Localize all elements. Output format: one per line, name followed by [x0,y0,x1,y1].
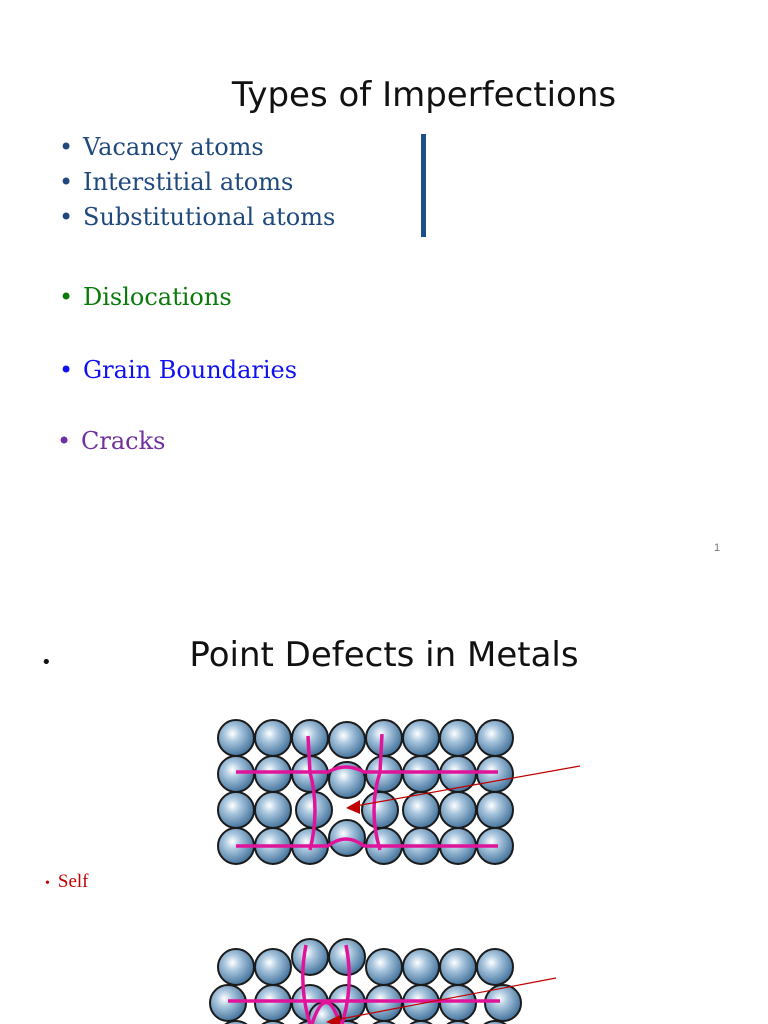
atom [255,792,291,828]
list-item: • Grain Boundaries [57,353,297,388]
bracket-bar [421,134,426,237]
atom [366,756,402,792]
atom [477,720,513,756]
slide-title: Types of Imperfections [231,74,617,115]
atom [440,792,476,828]
atom [440,756,476,792]
atom-grid [210,939,521,1024]
atom-grid [218,720,513,864]
list-item: • Interstitial atoms [57,165,335,200]
atom [255,756,291,792]
atom [440,985,476,1021]
atom [403,720,439,756]
atom [403,756,439,792]
slide-title: Point Defects in Metals [189,634,579,675]
atom [218,792,254,828]
atom [477,792,513,828]
line-defect-list [57,280,232,315]
atom [440,720,476,756]
area-defect-list [57,353,297,388]
atom [218,756,254,792]
self-label: • Self [45,871,89,893]
atom [255,720,291,756]
empty-bullet: • [41,652,52,673]
list-item: • Vacancy atoms [57,130,335,165]
list-item: • Cracks [55,424,165,459]
atom [403,985,439,1021]
list-item: • Dislocations [57,280,232,315]
atom [477,949,513,985]
atom [366,720,402,756]
arrow-head [346,800,360,814]
atom [440,949,476,985]
interstitial-lattice-diagram [200,935,560,1024]
atom [218,720,254,756]
list-item: • Substitutional atoms [57,200,335,235]
atom [255,985,291,1021]
atom [477,756,513,792]
atom [210,985,246,1021]
atom [403,792,439,828]
vacancy-lattice-diagram [200,710,600,870]
atom [218,949,254,985]
atom [366,949,402,985]
atom [292,939,328,975]
point-defect-list [57,130,335,235]
atom [255,949,291,985]
atom [403,949,439,985]
atom [366,985,402,1021]
volume-defect-list [55,424,165,459]
atom [362,792,398,828]
page-number: 1 [714,542,721,554]
atom [329,722,365,758]
